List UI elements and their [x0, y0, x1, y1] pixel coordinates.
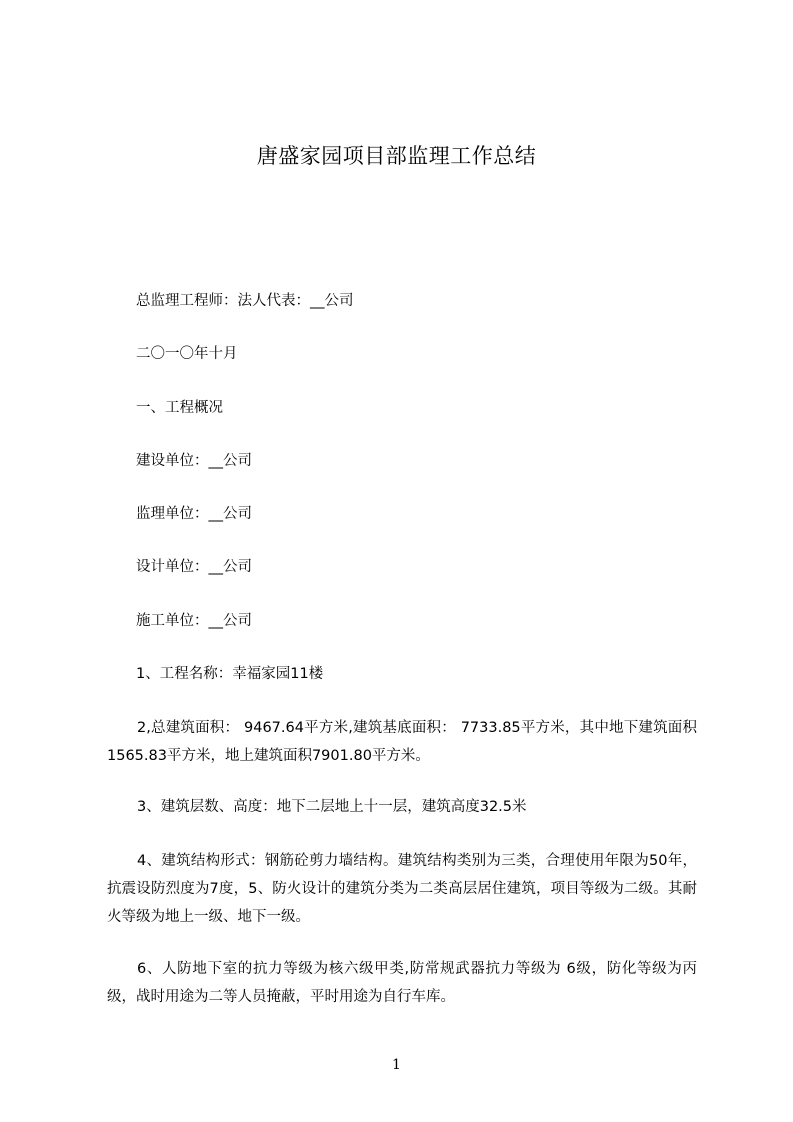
- section-heading: 一、工程概况: [136, 400, 223, 416]
- floors-paragraph: 3、建筑层数、高度：地下二层地上十一层，建筑高度32.5米: [137, 799, 527, 815]
- construction-unit-line: 建设单位：__公司: [136, 453, 252, 469]
- contractor-unit-line: 施工单位：__公司: [136, 613, 252, 629]
- supervision-unit-line: 监理单位：__公司: [136, 506, 252, 522]
- page-number: 1: [392, 1057, 401, 1073]
- document-title: 唐盛家园项目部监理工作总结: [256, 144, 537, 168]
- date-line: 二〇一〇年十月: [136, 346, 238, 362]
- structure-paragraph: 4、建筑结构形式：钢筋砼剪力墙结构。建筑结构类别为三类，合理使用年限为50年，抗震设防烈度为7度，5、防火设计的建筑分类为二类高层居住建筑，项目等级为二级。其耐火等级为地上一级、地下一级。: [107, 853, 697, 925]
- project-name-line: 1、工程名称：幸福家园11楼: [136, 666, 324, 682]
- design-unit-line: 设计单位：__公司: [136, 559, 252, 575]
- area-paragraph: 2,总建筑面积： 9467.64平方米,建筑基底面积： 7733.85平方米，其中地下建筑面积1565.83平方米，地上建筑面积7901.80平方米。: [107, 720, 697, 764]
- civil-defense-paragraph: 6、人防地下室的抗力等级为核六级甲类,防常规武器抗力等级为 6级，防化等级为丙级，战时用途为二等人员掩蔽，平时用途为自行车库。: [107, 961, 697, 1005]
- supervisor-line: 总监理工程师：法人代表：__公司: [136, 293, 354, 309]
